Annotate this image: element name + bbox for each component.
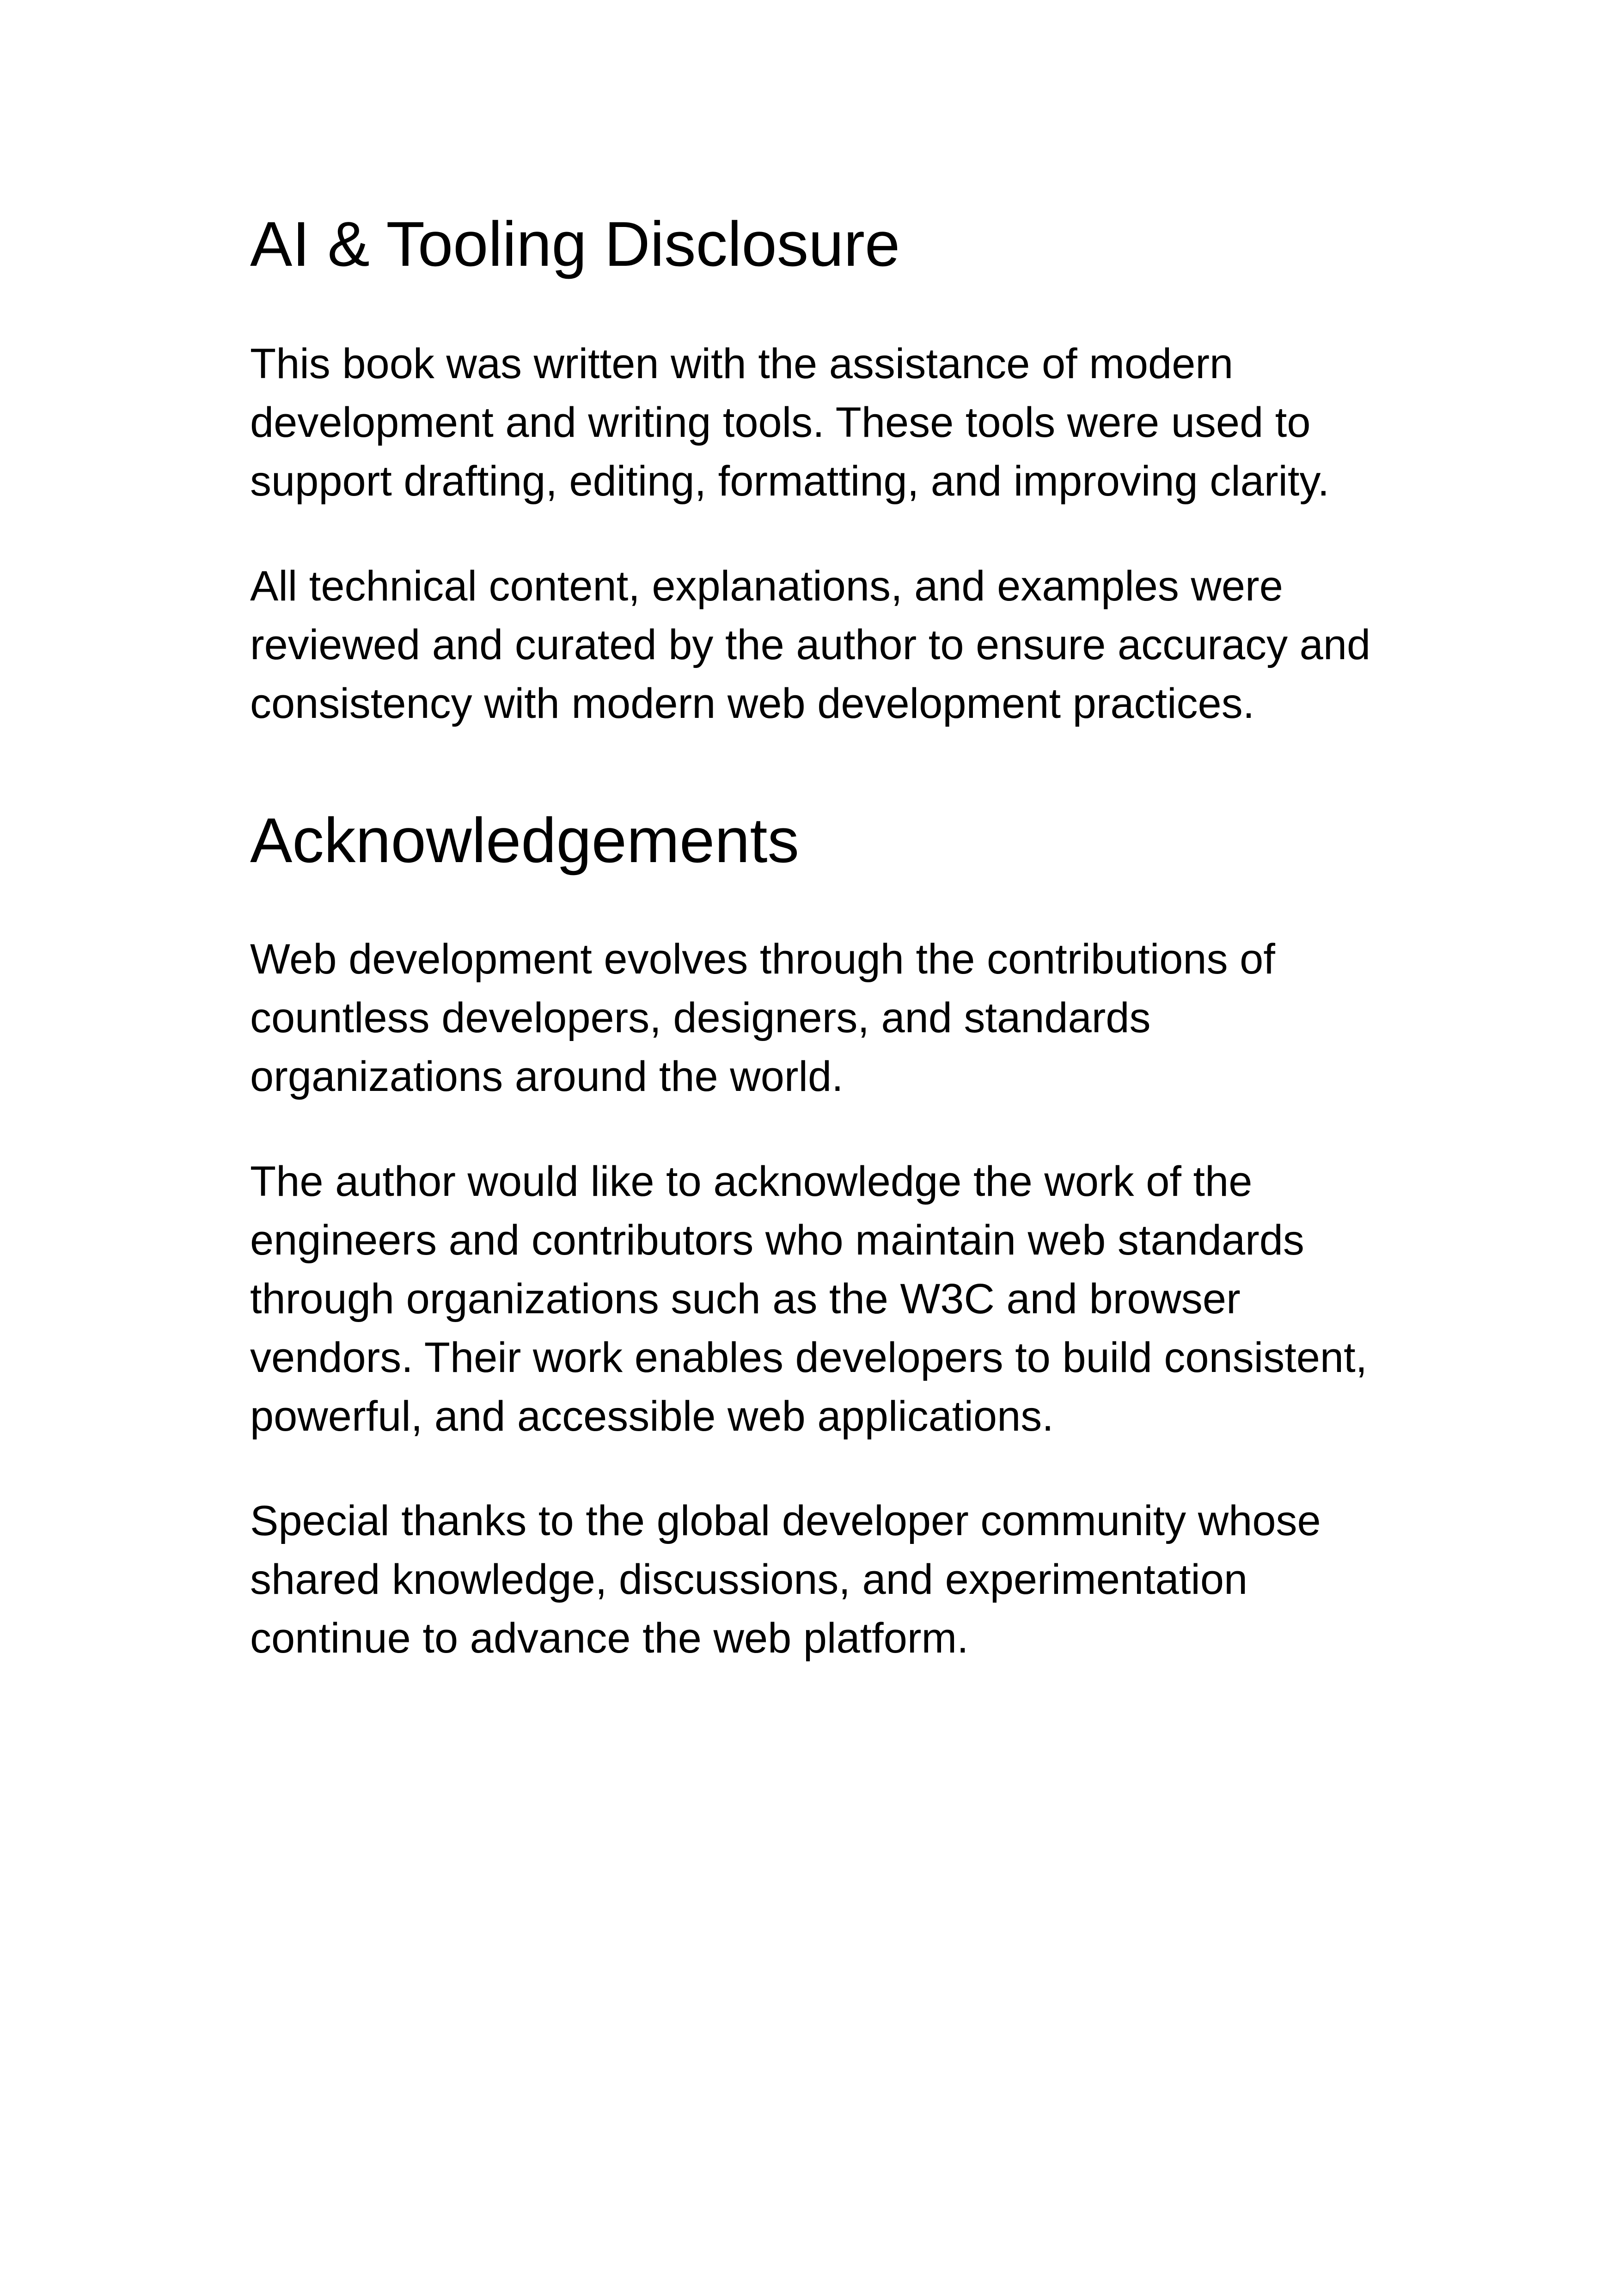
paragraph-line: vendors. Their work enables developers to build consistent, [250, 1334, 1368, 1381]
paragraph-line: continue to advance the web platform. [250, 1615, 969, 1662]
paragraph-line: development and writing tools. These tools were used to [250, 399, 1311, 446]
paragraph-line: consistency with modern web development practices. [250, 680, 1255, 727]
paragraph-line: This book was written with the assistance of modern [250, 340, 1234, 387]
paragraph-line: powerful, and accessible web applications. [250, 1393, 1054, 1440]
paragraph-line: All technical content, explanations, and examples were [250, 563, 1283, 610]
paragraph-line: reviewed and curated by the author to ensure accuracy and [250, 621, 1371, 668]
paragraph-line: through organizations such as the W3C and browser [250, 1275, 1241, 1322]
paragraph-line: The author would like to acknowledge the work of the [250, 1158, 1253, 1205]
paragraph-community-thanks [250, 1492, 1321, 1668]
section-heading-ai-tooling-disclosure: AI & Tooling Disclosure [250, 209, 900, 280]
paragraph-line: shared knowledge, discussions, and experimentation [250, 1556, 1248, 1603]
paragraph-web-evolution [250, 930, 1275, 1106]
paragraph-line: engineers and contributors who maintain web standards [250, 1217, 1304, 1264]
paragraph-standards-acknowledgement [250, 1152, 1367, 1446]
paragraph-line: support drafting, editing, formatting, and improving clarity. [250, 458, 1330, 505]
paragraph-line: Special thanks to the global developer community whose [250, 1497, 1321, 1544]
paragraph-tooling-assistance [250, 335, 1329, 511]
section-heading-acknowledgements: Acknowledgements [250, 805, 799, 876]
paragraph-technical-review [250, 557, 1370, 733]
paragraph-line: countless developers, designers, and standards [250, 994, 1151, 1041]
paragraph-line: organizations around the world. [250, 1053, 844, 1100]
paragraph-line: Web development evolves through the contributions of [250, 936, 1275, 983]
